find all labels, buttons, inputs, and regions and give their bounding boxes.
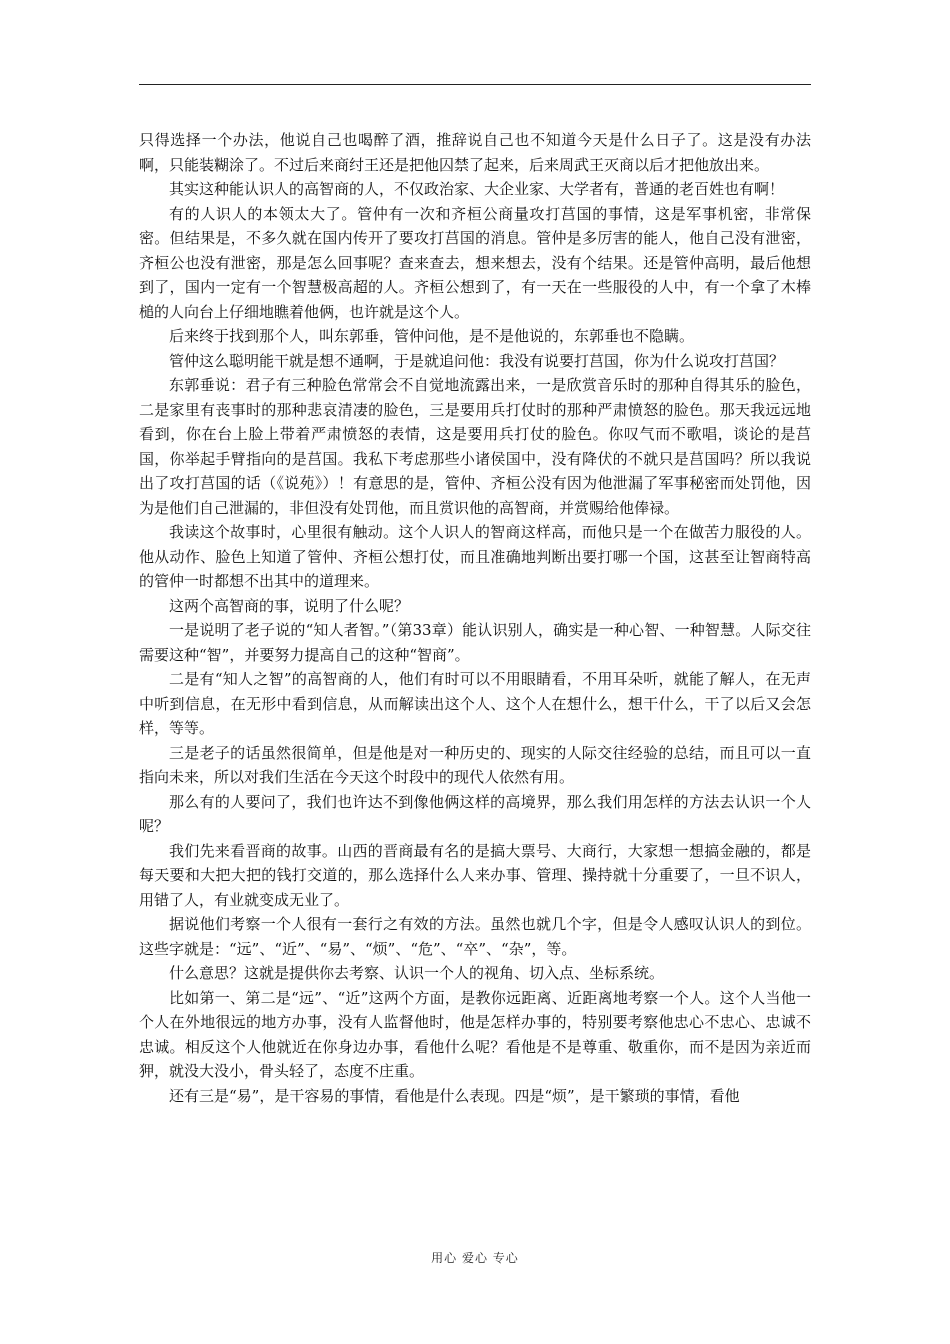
paragraph: 这两个高智商的事，说明了什么呢？	[169, 596, 410, 615]
header-rule	[139, 84, 811, 85]
paragraph: 其实这种能认识人的高智商的人，不仅政治家、大企业家、大学者有，普通的老百姓也有啊！	[169, 180, 785, 198]
paragraph: 有的人识人的本领太大了。管仲有一次和齐桓公商量攻打莒国的事情，这是军事机密，非常保密。但结果是，不多久就在国内传开了要攻打莒国的消息。管仲是多厉害的能人，他自己没有泄密，齐桓公也没有泄密，那是怎么回事呢？查来查去，想来想去，没有个结果。还是管仲高明，最后他想到了，国内一定有一个智慧极高超的人。齐桓公想到了，有一天在一些服役的人中，有一个拿了木棒槌的人向台上仔细地瞧着他俩，也许就是这个人。	[139, 204, 811, 321]
paragraph: 三是老子的话虽然很简单，但是他是对一种历史的、现实的人际交往经验的总结，而且可以一直指向未来，所以对我们生活在今天这个时段中的现代人依然有用。	[139, 743, 811, 786]
paragraph: 一是说明了老子说的“知人者智。”（第33章）能认识别人，确实是一种心智、一种智慧。人际交往需要这种“智”，并要努力提高自己的这种“智商”。	[139, 621, 811, 664]
paragraph: 我读这个故事时，心里很有触动。这个人识人的智商这样高，而他只是一个在做苦力服役的人。他从动作、脸色上知道了管仲、齐桓公想打仗，而且准确地判断出要打哪一个国，这甚至让智商特高的管仲一时都想不出其中的道理来。	[139, 523, 811, 590]
paragraph: 东郭垂说：君子有三种脸色常常会不自觉地流露出来，一是欣赏音乐时的那种自得其乐的脸色，二是家里有丧事时的那种悲哀清凄的脸色，三是要用兵打仗时的那种严肃愤怒的脸色。那天我远远地看到，你在台上脸上带着严肃愤怒的表情，这是要用兵打仗的脸色。你叹气而不歌唱，谈论的是莒国，你举起手臂指向的是莒国。我私下考虑那些小诸侯国中，没有降伏的不就只是莒国吗？所以我说出了攻打莒国的话（《说苑》）！有意思的是，管仲、齐桓公没有因为他泄漏了军事秘密而处罚他，因为是他们自己泄漏的，非但没有处罚他，而且赏识他的高智商，并赏赐给他俸禄。	[139, 376, 811, 517]
paragraph: 还有三是“易”，是干容易的事情，看他是什么表现。四是“烦”，是干繁琐的事情，看他	[169, 1086, 740, 1105]
page-footer: 用心 爱心 专心	[431, 1251, 519, 1265]
paragraph: 那么有的人要问了，我们也许达不到像他俩这样的高境界，那么我们用怎样的方法去认识一个人呢？	[139, 792, 811, 835]
paragraph: 二是有“知人之智”的高智商的人，他们有时可以不用眼睛看，不用耳朵听，就能了解人，在无声中听到信息，在无形中看到信息，从而解读出这个人、这个人在想什么，想干什么，干了以后又会怎样，等等。	[139, 670, 811, 737]
paragraph: 我们先来看晋商的故事。山西的晋商最有名的是搞大票号、大商行，大家想一想搞金融的，都是每天要和大把大把的钱打交道的，那么选择什么人来办事、管理、操持就十分重要了，一旦不识人，用错了人，有业就变成无业了。	[139, 841, 811, 909]
paragraph: 后来终于找到那个人，叫东郭垂，管仲问他，是不是他说的，东郭垂也不隐瞒。	[169, 327, 695, 345]
paragraph: 据说他们考察一个人很有一套行之有效的方法。虽然也就几个字，但是令人感叹认识人的到位。这些字就是：“远”、“近”、“易”、“烦”、“危”、“卒”、“杂”，等。	[139, 915, 811, 958]
paragraph: 比如第一、第二是“远”、“近”这两个方面，是教你远距离、近距离地考察一个人。这个人当他一个人在外地很远的地方办事，没有人监督他时，他是怎样办事的，特别要考察他忠心不忠心、忠诚不忠诚。相反这个人他就近在你身边办事，看他什么呢？看他是不是尊重、敬重你，而不是因为亲近而狎，就没大没小，骨头轻了，态度不庄重。	[139, 988, 811, 1080]
document-body	[139, 128, 811, 1108]
paragraph: 只得选择一个办法，他说自己也喝醉了酒，推辞说自己也不知道今天是什么日子了。这是没有办法啊，只能装糊涂了。不过后来商纣王还是把他囚禁了起来，后来周武王灭商以后才把他放出来。	[139, 131, 811, 174]
paragraph: 什么意思？这就是提供你去考察、认识一个人的视角、切入点、坐标系统。	[169, 964, 665, 982]
paragraph: 管仲这么聪明能干就是想不通啊，于是就追问他：我没有说要打莒国，你为什么说攻打莒国？	[169, 351, 785, 370]
